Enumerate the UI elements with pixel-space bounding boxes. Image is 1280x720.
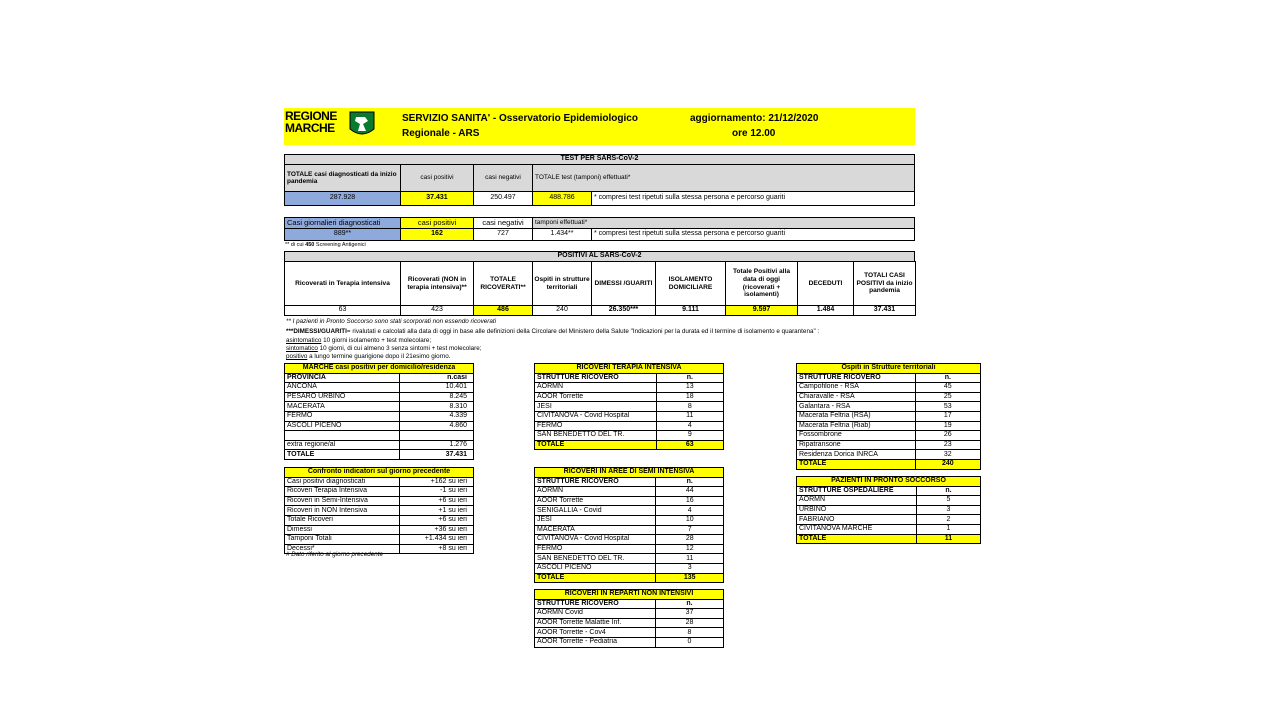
daily-v-note: * compresi test ripetuti sulla stessa persona e percorso guariti — [591, 228, 915, 241]
table-row — [535, 618, 724, 628]
table-row — [285, 506, 474, 516]
province_table-row-value: 4.339 — [399, 411, 473, 421]
ps_table-header-row — [797, 486, 981, 496]
semi_table-row-name: AOOR Torrette — [535, 496, 656, 506]
ti_table-header-row — [535, 373, 724, 383]
table-row — [797, 392, 981, 402]
positivi-section-title: POSITIVI AL SARS-CoV-2 — [284, 251, 915, 262]
ps_table-title-row — [797, 477, 981, 487]
confronto_table-row-name: Totale Ricoveri — [285, 515, 400, 525]
positivi-value-8: 37.431 — [853, 305, 916, 316]
ti_table-row-name: SAN BENEDETTO DEL TR. — [535, 431, 657, 441]
daily-v-negative: 727 — [473, 228, 533, 241]
semi_table-row-value: 7 — [656, 525, 724, 535]
update-date: aggiornamento: 21/12/2020 — [690, 113, 819, 124]
ospiti_table-total-label: TOTALE — [797, 459, 916, 469]
ps_table-row-value: 2 — [916, 515, 980, 525]
ospiti_table-row-name: Macerata Feltria (RSA) — [797, 411, 916, 421]
positivi-header-2: TOTALE RICOVERATI** — [473, 261, 533, 306]
ps_table-total-row — [797, 534, 981, 544]
province_table-row-value: 10.401 — [399, 383, 473, 393]
ps_table-col1: STRUTTURE OSPEDALIERE — [797, 486, 917, 496]
semi_table-row-name: ASCOLI PICENO — [535, 563, 656, 573]
note-dimessi: ***DIMESSI/GUARITI= rivalutati e calcolati alla data di oggi in base alle definizioni della Circolare del Ministero della Salute "Indicazioni per la durata ed il termine di isolamento e quarantena" : — [286, 328, 820, 335]
province_table-row-value: 8.245 — [399, 392, 473, 402]
semi_table-row-value: 4 — [656, 506, 724, 516]
regione-marche-logo — [285, 110, 377, 140]
marche-emblem-icon — [349, 111, 375, 139]
ti_table-row-value: 18 — [656, 392, 723, 402]
positivi-value-4: 26.350*** — [591, 305, 656, 316]
confronto_table-row-value: +8 su ieri — [399, 544, 473, 554]
confronto_table-title: Confronto indicatori sul giorno precedente — [285, 468, 474, 478]
confronto_table-row-value: +162 su ieri — [399, 477, 473, 487]
table-row — [285, 487, 474, 497]
table-row — [797, 411, 981, 421]
test-v-tests: 488.786 — [532, 191, 592, 206]
confronto_table-row-name: Ricoveri in NON Intensiva — [285, 506, 400, 516]
daily-v-tests: 1.434** — [532, 228, 592, 241]
service-line-1: SERVIZIO SANITA' - Osservatorio Epidemiologico — [402, 113, 638, 124]
table-row — [797, 431, 981, 441]
table-row — [535, 431, 724, 441]
province_table-header-row — [285, 373, 474, 383]
confronto_table-row-name: Decessi* — [285, 544, 400, 554]
test-section-title: TEST PER SARS-CoV-2 — [284, 154, 915, 165]
semi_table-row-name: CIVITANOVA - Covid Hospital — [535, 535, 656, 545]
province_table-row-name: MACERATA — [285, 402, 400, 412]
non_int_table-row-value: 0 — [655, 637, 723, 647]
ti_table-total-value: 63 — [656, 440, 723, 450]
ospiti_table-row-value: 45 — [915, 383, 980, 393]
test-h-tests: TOTALE test (tamponi) effettuati* — [532, 164, 915, 192]
note-pronto-soccorso: ** I pazienti in Pronto Soccorso sono stati scorporati non essendo ricoverati — [286, 318, 497, 325]
logo-text-1: REGIONE — [285, 109, 337, 123]
semi_table-row-value: 28 — [656, 535, 724, 545]
non-intensivi-table — [534, 589, 724, 648]
table-row — [285, 525, 474, 535]
note-asintomatico: asintomatico 10 giorni isolamento + test molecolare; — [286, 337, 432, 344]
positivi-header-8: TOTALI CASI POSITIVI da inizio pandemia — [853, 261, 916, 306]
ospiti_table-row-value: 25 — [915, 392, 980, 402]
ti_table-row-name: JESI — [535, 402, 657, 412]
table-row — [797, 402, 981, 412]
table-row — [535, 496, 724, 506]
table-row — [797, 515, 981, 525]
ps_table-row-name: CIVITANOVA MARCHE — [797, 524, 917, 534]
semi_table-row-value: 44 — [656, 487, 724, 497]
ti_table-row-name: CIVITANOVA - Covid Hospital — [535, 411, 657, 421]
daily-v-daily: 889** — [284, 228, 401, 241]
daily-h-daily: Casi giornalieri diagnosticati — [284, 217, 401, 229]
semi_table-header-row — [535, 477, 724, 487]
positivi-header-0: Ricoverati in Terapia intensiva — [284, 261, 401, 306]
semi_table-row-value: 16 — [656, 496, 724, 506]
test-v-positive: 37.431 — [400, 191, 474, 206]
non_int_table-col2: n. — [655, 599, 723, 609]
table-row — [535, 535, 724, 545]
ospiti_table-row-name: Macerata Feltria (Riab) — [797, 421, 916, 431]
ps_table-row-name: AORMN — [797, 496, 917, 506]
semi_table-row-name: SENIGALLIA - Covid — [535, 506, 656, 516]
non_int_table-col1: STRUTTURE RICOVERO — [535, 599, 656, 609]
note-sintomatico: sintomatico 10 giorni, di cui almeno 3 senza sintomi + test molecolare; — [286, 345, 482, 352]
non_int_table-row-name: AORMN Covid — [535, 609, 656, 619]
table-row — [535, 525, 724, 535]
table-row — [285, 496, 474, 506]
positivi-value-1: 423 — [400, 305, 474, 316]
ospiti_table-row-name: Galantara - RSA — [797, 402, 916, 412]
confronto_table-row-name: Casi positivi diagnosticati — [285, 477, 400, 487]
table-row — [535, 563, 724, 573]
ospiti_table-row-value: 53 — [915, 402, 980, 412]
province_table-total-label: TOTALE — [285, 450, 400, 460]
semi_table-total-value: 135 — [656, 573, 724, 583]
service-line-2: Regionale - ARS — [402, 128, 480, 139]
positivi-header-5: ISOLAMENTO DOMICILIARE — [655, 261, 726, 306]
ti_table-title-row — [535, 364, 724, 374]
non_int_table-row-name: AOOR Torrette - Cov4 — [535, 628, 656, 638]
province-table — [284, 363, 474, 460]
table-row — [285, 421, 474, 431]
ps_table-row-value: 5 — [916, 496, 980, 506]
ps_table-row-value: 1 — [916, 524, 980, 534]
ospiti_table-row-name: Ripatransone — [797, 440, 916, 450]
province_table-title: MARCHE casi positivi per domicilio/residenza — [285, 364, 474, 374]
confronto_table-row-name: Dimessi — [285, 525, 400, 535]
test-v-total-cases: 287.928 — [284, 191, 401, 206]
ospiti_table-row-value: 32 — [915, 450, 980, 460]
pronto-soccorso-table — [796, 476, 981, 544]
confronto_table-row-value: +36 su ieri — [399, 525, 473, 535]
logo-text-2: MARCHE — [285, 121, 335, 135]
province_table-row-value: 1.276 — [399, 440, 473, 450]
positivi-value-2: 486 — [473, 305, 533, 316]
confronto_table-row-name: Ricoveri Terapia Intensiva — [285, 487, 400, 497]
ti_table-total-row — [535, 440, 724, 450]
ps_table-row-value: 3 — [916, 505, 980, 515]
table-row — [285, 477, 474, 487]
test-h-total-cases: TOTALE casi diagnosticati da inizio pandemia — [284, 164, 401, 192]
ospiti_table-row-value: 17 — [915, 411, 980, 421]
table-row — [285, 535, 474, 545]
positivi-value-0: 63 — [284, 305, 401, 316]
note-positivo: positivo a lungo termine guarigione dopo il 21esimo giorno. — [286, 353, 451, 360]
semi_table-row-name: AORMN — [535, 487, 656, 497]
ospiti_table-row-name: Residenza Dorica INRCA — [797, 450, 916, 460]
confronto-note: # Dato riferito al giorno precedente — [286, 551, 383, 558]
daily-h-positive: casi positivi — [400, 217, 474, 229]
table-row — [285, 431, 474, 441]
test-v-negative: 250.497 — [473, 191, 533, 206]
daily-h-negative: casi negativi — [473, 217, 533, 229]
table-row — [535, 628, 724, 638]
positivi-value-3: 240 — [532, 305, 592, 316]
table-row — [285, 515, 474, 525]
confronto_table-row-name: Ricoveri in Semi-Intensiva — [285, 496, 400, 506]
table-row — [797, 505, 981, 515]
semi_table-title: RICOVERI IN AREE DI SEMI INTENSIVA — [535, 468, 724, 478]
ti_table-title: RICOVERI TERAPIA INTENSIVA — [535, 364, 724, 374]
table-row — [797, 524, 981, 534]
table-row — [797, 440, 981, 450]
confronto_table-row-value: -1 su ieri — [399, 487, 473, 497]
table-row — [535, 411, 724, 421]
province_table-row-name: FERMO — [285, 411, 400, 421]
ti_table-row-name: FERMO — [535, 421, 657, 431]
ti_table-row-value: 11 — [656, 411, 723, 421]
table-row — [535, 609, 724, 619]
ps_table-total-value: 11 — [916, 534, 980, 544]
confronto_table-title-row — [285, 468, 474, 478]
table-row — [797, 450, 981, 460]
test-h-negative: casi negativi — [473, 164, 533, 192]
ti_table-row-name: AORMN — [535, 383, 657, 393]
positivi-value-7: 1.484 — [797, 305, 854, 316]
ps_table-row-name: FABRIANO — [797, 515, 917, 525]
province_table-row-name: ASCOLI PICENO — [285, 421, 400, 431]
update-time: ore 12.00 — [732, 128, 776, 139]
table-row — [535, 544, 724, 554]
semi_table-row-value: 10 — [656, 515, 724, 525]
non_int_table-header-row — [535, 599, 724, 609]
non_int_table-row-value: 8 — [655, 628, 723, 638]
ospiti_table-title: Ospiti in Strutture territoriali — [797, 364, 981, 374]
semi_table-row-name: SAN BENEDETTO DEL TR. — [535, 554, 656, 564]
province_table-row-name — [285, 431, 400, 441]
ospiti_table-row-value: 26 — [915, 431, 980, 441]
positivi-value-6: 9.597 — [725, 305, 798, 316]
ospiti_table-row-value: 19 — [915, 421, 980, 431]
test-h-positive: casi positivi — [400, 164, 474, 192]
table-row — [535, 383, 724, 393]
ospiti_table-row-value: 23 — [915, 440, 980, 450]
table-row — [797, 383, 981, 393]
table-row — [285, 383, 474, 393]
province_table-row-name: ANCONA — [285, 383, 400, 393]
semi-intensiva-table — [534, 467, 724, 583]
ti_table-row-value: 13 — [656, 383, 723, 393]
ospiti_table-row-name: Fossombrone — [797, 431, 916, 441]
semi_table-row-name: JESI — [535, 515, 656, 525]
positivi-header-6: Totale Positivi alla data di oggi (ricoverati + isolamenti) — [725, 261, 798, 306]
province_table-title-row — [285, 364, 474, 374]
positivi-header-4: DIMESSI /GUARITI — [591, 261, 656, 306]
ospiti_table-total-row — [797, 459, 981, 469]
confronto_table-row-value: +6 su ieri — [399, 496, 473, 506]
non_int_table-row-name: AOOR Torrette - Pediatria — [535, 637, 656, 647]
ospiti-strutture-table — [796, 363, 981, 470]
ps_table-row-name: URBINO — [797, 505, 917, 515]
positivi-header-3: Ospiti in strutture territoriali — [532, 261, 592, 306]
province_table-row-value: 8.310 — [399, 402, 473, 412]
non_int_table-row-value: 37 — [655, 609, 723, 619]
table-row — [535, 554, 724, 564]
ospiti_table-col2: n. — [915, 373, 980, 383]
confronto_table-row-value: +6 su ieri — [399, 515, 473, 525]
semi_table-col1: STRUTTURE RICOVERO — [535, 477, 656, 487]
confronto_table-row-name: Tamponi Totali — [285, 535, 400, 545]
ti_table-col2: n. — [656, 373, 723, 383]
semi_table-row-value: 3 — [656, 563, 724, 573]
ospiti_table-header-row — [797, 373, 981, 383]
province_table-row-name: PESARO URBINO — [285, 392, 400, 402]
table-row — [285, 402, 474, 412]
daily-h-tests: tamponi effettuati* — [532, 217, 915, 229]
non_int_table-title-row — [535, 590, 724, 600]
ti_table-row-value: 4 — [656, 421, 723, 431]
province_table-col1: PROVINCIA — [285, 373, 400, 383]
ospiti_table-total-value: 240 — [915, 459, 980, 469]
table-row — [535, 487, 724, 497]
semi_table-row-name: MACERATA — [535, 525, 656, 535]
terapia-intensiva-table — [534, 363, 724, 450]
table-row — [285, 392, 474, 402]
semi_table-col2: n. — [656, 477, 724, 487]
ps_table-title: PAZIENTI IN PRONTO SOCCORSO — [797, 477, 981, 487]
table-row — [535, 506, 724, 516]
positivi-value-5: 9.111 — [655, 305, 726, 316]
table-row — [535, 515, 724, 525]
ti_table-total-label: TOTALE — [535, 440, 657, 450]
province_table-total-row — [285, 450, 474, 460]
ospiti_table-title-row — [797, 364, 981, 374]
confronto-table — [284, 467, 474, 554]
test-v-note: * compresi test ripetuti sulla stessa persona e percorso guariti — [591, 191, 915, 206]
table-row — [797, 496, 981, 506]
province_table-row-name: extra regione/al — [285, 440, 400, 450]
daily-v-positive: 162 — [400, 228, 474, 241]
semi_table-row-value: 12 — [656, 544, 724, 554]
semi_table-total-label: TOTALE — [535, 573, 656, 583]
table-row — [285, 440, 474, 450]
province_table-row-value — [399, 431, 473, 441]
ti_table-col1: STRUTTURE RICOVERO — [535, 373, 657, 383]
ti_table-row-value: 8 — [656, 402, 723, 412]
daily-footnote: ** di cui 450 Screening Antigenici — [285, 242, 366, 248]
non_int_table-row-name: AOOR Torrette Malattie Inf. — [535, 618, 656, 628]
semi_table-title-row — [535, 468, 724, 478]
table-row — [535, 392, 724, 402]
province_table-row-value: 4.860 — [399, 421, 473, 431]
province_table-col2: n.casi — [399, 373, 473, 383]
table-row — [535, 402, 724, 412]
non_int_table-title: RICOVERI IN REPARTI NON INTENSIVI — [535, 590, 724, 600]
confronto_table-row-value: +1.434 su ieri — [399, 535, 473, 545]
non_int_table-row-value: 28 — [655, 618, 723, 628]
ps_table-total-label: TOTALE — [797, 534, 917, 544]
semi_table-total-row — [535, 573, 724, 583]
ospiti_table-row-name: Campofilone - RSA — [797, 383, 916, 393]
province_table-total-value: 37.431 — [399, 450, 473, 460]
semi_table-row-value: 11 — [656, 554, 724, 564]
positivi-header-7: DECEDUTI — [797, 261, 854, 306]
ospiti_table-row-name: Chiaravalle - RSA — [797, 392, 916, 402]
ti_table-row-name: AOOR Torrette — [535, 392, 657, 402]
confronto_table-row-value: +1 su ieri — [399, 506, 473, 516]
table-row — [285, 411, 474, 421]
semi_table-row-name: FERMO — [535, 544, 656, 554]
table-row — [535, 637, 724, 647]
ti_table-row-value: 9 — [656, 431, 723, 441]
positivi-header-1: Ricoverati (NON in terapia intensiva)** — [400, 261, 474, 306]
table-row — [535, 421, 724, 431]
ps_table-col2: n. — [916, 486, 980, 496]
table-row — [797, 421, 981, 431]
ospiti_table-col1: STRUTTURE RICOVERO — [797, 373, 916, 383]
